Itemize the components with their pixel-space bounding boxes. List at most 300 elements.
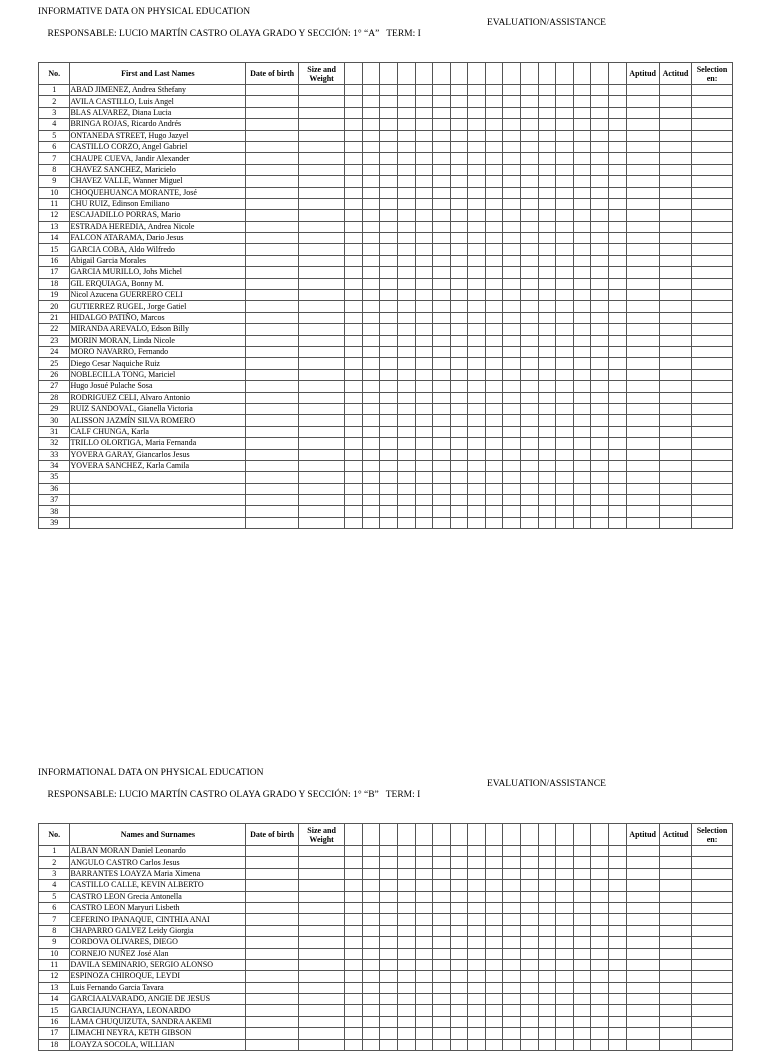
empty-cell [692,925,733,936]
empty-cell [659,107,691,118]
student-name: ALISSON JAZMÍN SILVA ROMERO [70,415,246,426]
empty-cell [692,1039,733,1050]
empty-cell [397,358,415,369]
empty-cell [298,210,344,221]
empty-cell [362,472,380,483]
empty-cell [397,495,415,506]
empty-cell [591,937,609,948]
empty-cell [397,369,415,380]
empty-cell [397,153,415,164]
row-number: 10 [39,187,70,198]
empty-cell [298,994,344,1005]
empty-cell [380,495,398,506]
empty-cell [433,381,451,392]
empty-cell [397,267,415,278]
empty-cell [503,914,521,925]
student-name: CASTILLO CORZO, Angel Gabriel [70,141,246,152]
table-row [39,948,733,959]
empty-cell [415,426,433,437]
empty-cell [362,381,380,392]
empty-cell [591,324,609,335]
row-number: 10 [39,948,70,959]
col-header-evaluation-blank [608,63,626,85]
empty-cell [573,891,591,902]
empty-cell [608,346,626,357]
empty-cell [556,346,574,357]
row-number: 16 [39,255,70,266]
empty-cell [397,381,415,392]
empty-cell [380,506,398,517]
empty-cell [659,948,691,959]
empty-cell [397,392,415,403]
empty-cell [298,267,344,278]
empty-cell [485,233,503,244]
empty-cell [608,1028,626,1039]
empty-cell [415,233,433,244]
empty-cell [433,914,451,925]
empty-cell [450,312,468,323]
empty-cell [608,426,626,437]
table-row [39,312,733,323]
empty-cell [503,982,521,993]
empty-cell [659,198,691,209]
row-number: 29 [39,403,70,414]
empty-cell [556,141,574,152]
empty-cell [468,301,486,312]
empty-cell [362,483,380,494]
empty-cell [362,403,380,414]
empty-cell [608,210,626,221]
empty-cell [433,1028,451,1039]
empty-cell [556,335,574,346]
col-header-evaluation-blank [538,63,556,85]
empty-cell [591,346,609,357]
header-row [39,63,733,85]
col-header-evaluation-blank [485,824,503,846]
table-row [39,244,733,255]
empty-cell [692,495,733,506]
empty-cell [362,460,380,471]
empty-cell [380,255,398,266]
student-name: ONTANEDA STREET, Hugo Jazyel [70,130,246,141]
empty-cell [345,948,363,959]
empty-cell [345,1028,363,1039]
empty-cell [362,164,380,175]
empty-cell [591,483,609,494]
empty-cell [415,891,433,902]
empty-cell [380,141,398,152]
empty-cell [573,335,591,346]
empty-cell [538,959,556,970]
empty-cell [380,846,398,857]
empty-cell [485,187,503,198]
empty-cell [538,880,556,891]
empty-cell [362,141,380,152]
empty-cell [608,959,626,970]
empty-cell [556,198,574,209]
empty-cell [246,301,299,312]
empty-cell [415,506,433,517]
empty-cell [397,233,415,244]
empty-cell [503,868,521,879]
empty-cell [626,85,659,96]
empty-cell [380,426,398,437]
empty-cell [521,925,539,936]
empty-cell [246,426,299,437]
empty-cell [591,438,609,449]
empty-cell [415,438,433,449]
empty-cell [246,1039,299,1050]
student-name: FALCON ATARAMA, Dario Jesus [70,233,246,244]
empty-cell [591,233,609,244]
empty-cell [659,267,691,278]
empty-cell [521,914,539,925]
empty-cell [380,415,398,426]
empty-cell [298,937,344,948]
empty-cell [692,403,733,414]
empty-cell [626,324,659,335]
empty-cell [246,517,299,528]
empty-cell [538,198,556,209]
empty-cell [450,1005,468,1016]
empty-cell [246,495,299,506]
empty-cell [362,210,380,221]
empty-cell [415,937,433,948]
empty-cell [538,948,556,959]
table-row [39,902,733,913]
empty-cell [298,130,344,141]
empty-cell [362,324,380,335]
empty-cell [591,290,609,301]
empty-cell [362,335,380,346]
empty-cell [503,141,521,152]
empty-cell [503,846,521,857]
empty-cell [433,233,451,244]
empty-cell [415,324,433,335]
empty-cell [591,857,609,868]
empty-cell [692,358,733,369]
empty-cell [246,982,299,993]
empty-cell [626,153,659,164]
empty-cell [591,107,609,118]
empty-cell [608,198,626,209]
student-name [70,506,246,517]
empty-cell [608,324,626,335]
empty-cell [468,914,486,925]
row-number: 35 [39,472,70,483]
empty-cell [503,971,521,982]
empty-cell [397,937,415,948]
empty-cell [362,119,380,130]
empty-cell [503,324,521,335]
empty-cell [556,925,574,936]
empty-cell [397,164,415,175]
empty-cell [521,1005,539,1016]
empty-cell [659,130,691,141]
col-header-evaluation-blank [415,63,433,85]
empty-cell [415,868,433,879]
empty-cell [345,221,363,232]
empty-cell [608,483,626,494]
empty-cell [397,335,415,346]
empty-cell [345,438,363,449]
student-name: GUTIERREZ RUGEL, Jorge Gatiel [70,301,246,312]
empty-cell [626,130,659,141]
row-number: 31 [39,426,70,437]
empty-cell [608,301,626,312]
empty-cell [503,267,521,278]
empty-cell [450,233,468,244]
empty-cell [556,358,574,369]
empty-cell [468,449,486,460]
empty-cell [521,415,539,426]
table-row [39,392,733,403]
empty-cell [608,153,626,164]
empty-cell [345,346,363,357]
empty-cell [468,506,486,517]
empty-cell [415,278,433,289]
empty-cell [246,164,299,175]
empty-cell [433,324,451,335]
empty-cell [433,994,451,1005]
roster-section-a [38,7,732,529]
empty-cell [573,221,591,232]
empty-cell [298,119,344,130]
empty-cell [468,517,486,528]
empty-cell [450,1039,468,1050]
empty-cell [608,381,626,392]
empty-cell [468,312,486,323]
empty-cell [692,472,733,483]
empty-cell [573,846,591,857]
empty-cell [521,959,539,970]
empty-cell [415,358,433,369]
empty-cell [538,301,556,312]
empty-cell [573,96,591,107]
empty-cell [503,403,521,414]
empty-cell [626,369,659,380]
student-name: BRINGA ROJAS, Ricardo Andrés [70,119,246,130]
empty-cell [345,85,363,96]
empty-cell [345,880,363,891]
empty-cell [521,438,539,449]
empty-cell [246,141,299,152]
empty-cell [521,96,539,107]
empty-cell [397,1005,415,1016]
table-row [39,346,733,357]
col-header-aptitud: Aptitud [626,824,659,846]
empty-cell [380,392,398,403]
empty-cell [659,517,691,528]
student-name: ALBAN MORAN Daniel Leonardo [70,846,246,857]
empty-cell [573,369,591,380]
empty-cell [468,198,486,209]
empty-cell [626,937,659,948]
empty-cell [415,959,433,970]
empty-cell [659,221,691,232]
empty-cell [415,449,433,460]
empty-cell [503,460,521,471]
table-row [39,937,733,948]
empty-cell [246,914,299,925]
empty-cell [246,438,299,449]
empty-cell [298,460,344,471]
empty-cell [433,130,451,141]
empty-cell [556,460,574,471]
empty-cell [468,891,486,902]
empty-cell [591,415,609,426]
empty-cell [556,403,574,414]
empty-cell [246,891,299,902]
empty-cell [521,449,539,460]
empty-cell [692,994,733,1005]
empty-cell [556,187,574,198]
empty-cell [362,914,380,925]
student-name: AVILA CASTILLO, Luis Angel [70,96,246,107]
empty-cell [246,483,299,494]
empty-cell [450,925,468,936]
empty-cell [503,301,521,312]
empty-cell [591,278,609,289]
empty-cell [573,449,591,460]
empty-cell [538,472,556,483]
empty-cell [692,130,733,141]
empty-cell [298,846,344,857]
empty-cell [298,1016,344,1027]
empty-cell [591,495,609,506]
empty-cell [415,902,433,913]
empty-cell [608,85,626,96]
empty-cell [659,959,691,970]
empty-cell [450,96,468,107]
empty-cell [246,312,299,323]
empty-cell [433,198,451,209]
empty-cell [450,857,468,868]
empty-cell [246,415,299,426]
empty-cell [362,130,380,141]
empty-cell [415,857,433,868]
empty-cell [591,221,609,232]
empty-cell [626,381,659,392]
empty-cell [692,460,733,471]
empty-cell [503,472,521,483]
empty-cell [503,438,521,449]
empty-cell [692,880,733,891]
empty-cell [556,959,574,970]
empty-cell [626,925,659,936]
empty-cell [692,971,733,982]
empty-cell [608,119,626,130]
section-title: INFORMATIONAL DATA ON PHYSICAL EDUCATION [38,768,264,778]
col-header-evaluation-blank [450,824,468,846]
table-row [39,868,733,879]
empty-cell [659,335,691,346]
col-header-evaluation-blank [380,63,398,85]
student-name: ESPINOZA CHIROQUE, LEYDI [70,971,246,982]
empty-cell [485,119,503,130]
empty-cell [345,959,363,970]
empty-cell [450,176,468,187]
empty-cell [521,358,539,369]
empty-cell [626,426,659,437]
empty-cell [433,403,451,414]
student-name: GARCIA COBA, Aldo Wilfredo [70,244,246,255]
empty-cell [573,472,591,483]
table-row [39,278,733,289]
student-name: YOVERA GARAY, Giancarlos Jesus [70,449,246,460]
empty-cell [626,495,659,506]
empty-cell [485,460,503,471]
empty-cell [521,255,539,266]
empty-cell [692,312,733,323]
empty-cell [380,971,398,982]
empty-cell [503,346,521,357]
row-number: 27 [39,381,70,392]
col-header-evaluation-blank [468,824,486,846]
empty-cell [298,244,344,255]
empty-cell [608,130,626,141]
empty-cell [345,1016,363,1027]
row-number: 33 [39,449,70,460]
empty-cell [450,449,468,460]
empty-cell [345,244,363,255]
empty-cell [450,1016,468,1027]
col-header-evaluation-blank [415,824,433,846]
empty-cell [626,141,659,152]
row-number: 3 [39,868,70,879]
student-name: CHAUPE CUEVA, Jandir Alexander [70,153,246,164]
empty-cell [362,959,380,970]
empty-cell [468,324,486,335]
empty-cell [433,392,451,403]
empty-cell [397,255,415,266]
empty-cell [362,449,380,460]
empty-cell [450,164,468,175]
row-number: 36 [39,483,70,494]
empty-cell [246,358,299,369]
empty-cell [659,141,691,152]
empty-cell [415,415,433,426]
empty-cell [692,517,733,528]
empty-cell [503,164,521,175]
col-header-evaluation-blank [485,63,503,85]
empty-cell [503,891,521,902]
empty-cell [415,141,433,152]
empty-cell [380,96,398,107]
empty-cell [503,130,521,141]
row-number: 14 [39,233,70,244]
empty-cell [246,290,299,301]
empty-cell [692,278,733,289]
empty-cell [397,982,415,993]
empty-cell [556,119,574,130]
table-row [39,198,733,209]
empty-cell [626,1016,659,1027]
empty-cell [692,119,733,130]
empty-cell [485,153,503,164]
row-number: 11 [39,959,70,970]
empty-cell [362,267,380,278]
empty-cell [433,221,451,232]
empty-cell [246,472,299,483]
table-row [39,221,733,232]
row-number: 14 [39,994,70,1005]
table-row [39,107,733,118]
empty-cell [659,438,691,449]
empty-cell [362,346,380,357]
empty-cell [503,948,521,959]
empty-cell [397,96,415,107]
